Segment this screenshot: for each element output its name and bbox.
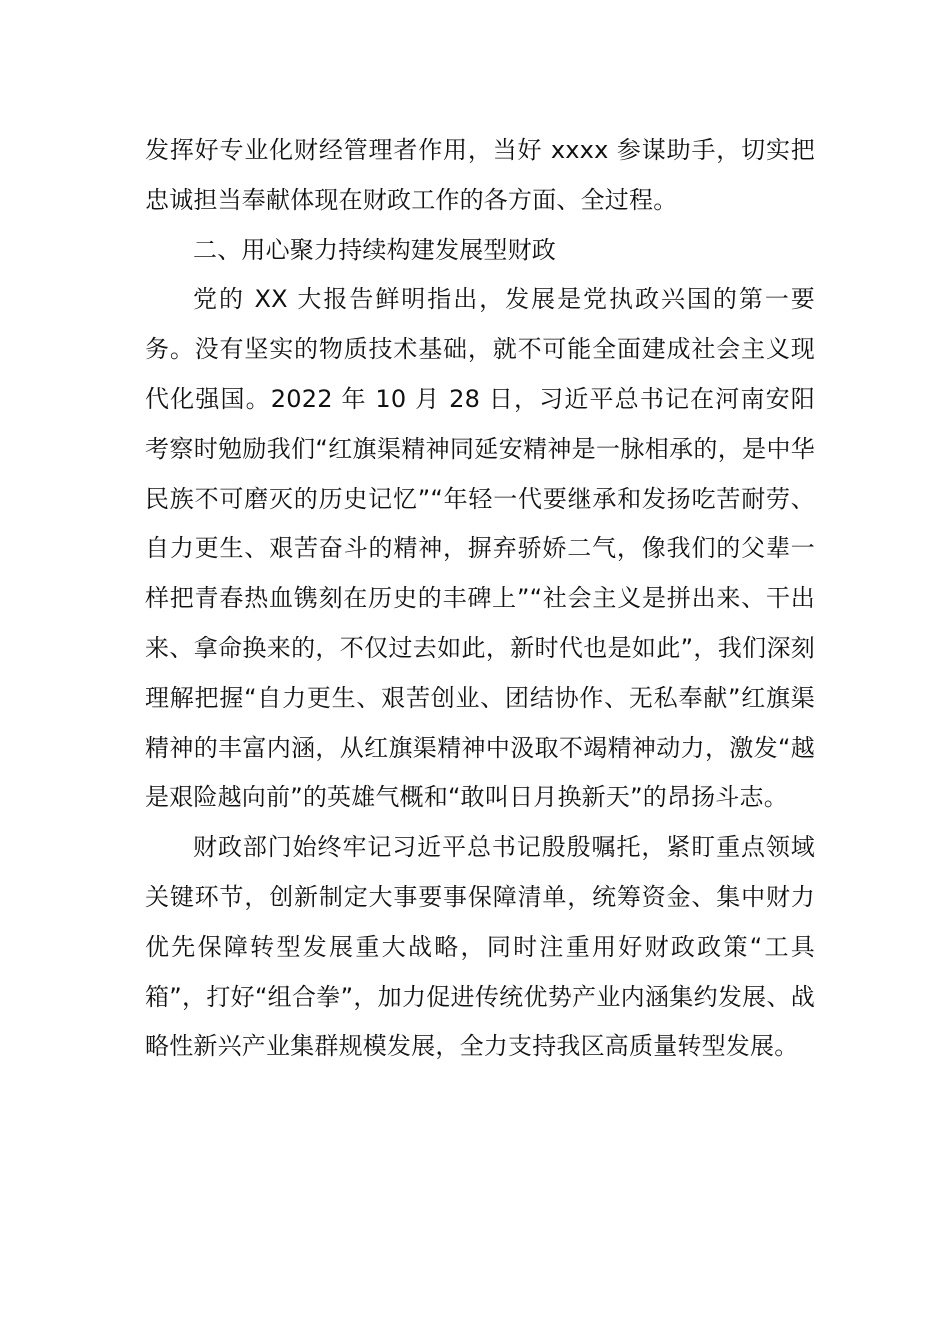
document-body	[145, 126, 815, 1072]
section-heading: 二、用心聚力持续构建发展型财政	[193, 235, 556, 264]
paragraph-finance: 财政部门始终牢记习近平总书记殷殷嘱托，紧盯重点领域关键环节，创新制定大事要事保障清单，统筹资金、集中财力优先保障转型发展重大战略，同时注重用好财政政策“工具箱”，打好“组合拳”，加力促进传统优势产业内涵集约发展、战略性新兴产业集群规模发展，全力支持我区高质量转型发展。	[145, 833, 815, 1061]
paragraph-development: 党的 XX 大报告鲜明指出，发展是党执政兴国的第一要务。没有坚实的物质技术基础，就不可能全面建成社会主义现代化强国。2022 年 10 月 28 日，习近平总书记在河南安阳考察时勉励我们“红旗渠精神同延安精神是一脉相承的，是中华民族不可磨灭的历史记忆”“年轻一代要继承和发扬吃苦耐劳、自力更生、艰苦奋斗的精神，摒弃骄娇二气，像我们的父辈一样把青春热血镌刻在历史的丰碑上”“社会主义是拼出来、干出来、拿命换来的，不仅过去如此，新时代也是如此”，我们深刻理解把握“自力更生、艰苦创业、团结协作、无私奉献”红旗渠精神的丰富内涵，从红旗渠精神中汲取不竭精神动力，激发“越是艰险越向前”的英雄气概和“敢叫日月换新天”的昂扬斗志。	[145, 285, 815, 812]
paragraph-continued: 发挥好专业化财经管理者作用，当好 xxxx 参谋助手，切实把忠诚担当奉献体现在财政工作的各方面、全过程。	[145, 136, 815, 214]
